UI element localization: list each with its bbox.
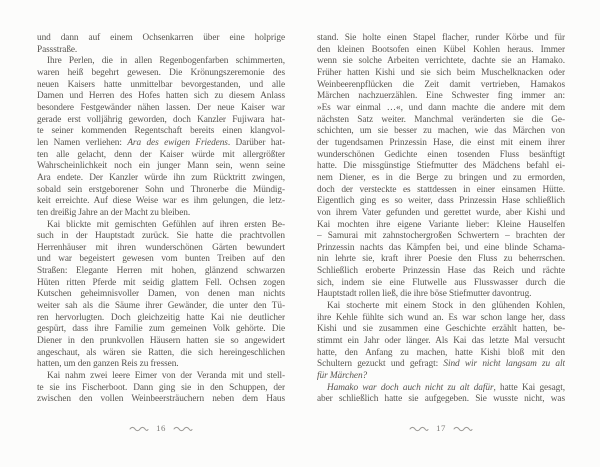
text-line [317,185,565,197]
text-segment: und dann auf einem Ochsenkarren über eine holprige [37,33,285,43]
text-line [37,266,285,278]
text-line [37,289,285,301]
page-left-footer [37,421,285,435]
text-segment: such in der Hauptstadt zurück. Sie hatte die prachtvollen [37,231,285,242]
text-line [317,266,565,278]
text-line [317,289,565,301]
text-line [317,138,565,150]
text-line [37,103,285,115]
text-line [37,254,285,266]
text-line [317,173,565,185]
text-line [37,383,285,395]
text-segment: wenn sie solche Arbeiten verrichtete, dachte sie an Hamako. [317,56,565,67]
text-line [37,161,285,173]
text-segment: Kutschen geheimnisvoller Damen, von denen man nichts [37,289,285,300]
text-segment: Weinbeerenpflücken die Zeit damit vertrieben, Hamakos [317,79,565,90]
text-line [317,324,565,336]
text-segment: Kai stocherte mit einem Stock in den glühenden Kohlen, [327,301,565,312]
page-number: 17 [436,423,446,433]
text-segment: ten alle gelacht, denn der Kaiser würde mit allergrößter [37,149,285,160]
text-segment: stand. Sie holte einen Stapel flacher, runder Körbe und für [317,33,565,43]
text-line [317,278,565,290]
text-line [317,359,565,371]
text-segment: te sie ins Fischerboot. Dann ging sie in den Schuppen, der [37,382,285,393]
text-line [317,220,565,232]
text-segment: den kleinen Bootsofen einen Kübel Kohlen heraus. Immer [317,44,565,55]
text-segment: hatten, um den ganzen Reis zu fressen. [37,359,179,370]
text-line [37,126,285,138]
text-line [317,68,565,80]
text-segment: . Darüber hat- [227,137,285,148]
text-segment: hatte. Die missgünstige Stiefmutter des Mädchens befahl ei- [317,161,565,172]
text-line [317,348,565,360]
text-line [37,348,285,360]
text-line [317,161,565,173]
wave-ornament-icon [453,425,473,432]
text-line [37,208,285,220]
text-segment: und war begeistert gewesen vom bunten Treiben auf den [37,254,285,265]
text-segment: gerade erst volljährig geworden, doch Kanzler Fujiwara hat- [37,114,285,125]
text-line [37,33,285,45]
text-segment: te seiner kommenden Regentschaft bereits einen klangvol- [37,126,285,137]
text-line [317,115,565,127]
text-line [317,394,565,406]
text-line [37,115,285,127]
text-line [317,254,565,266]
text-segment: Prinzessin nachts das Kämpfen bei, und eine blinde Schama- [317,242,565,253]
text-segment: Passstraße. [37,44,78,55]
text-segment: Kai mochten ihre eigene Variante lieber: Kleine Hauselfen [317,219,565,230]
text-segment: besondere Festgewänder nähen lassen. Der neue Kaiser war [37,102,285,113]
text-segment-italic: für Märchen? [317,371,368,382]
text-line [37,336,285,348]
text-segment: schichten, um sie besser zu machen, wie das Märchen von [317,126,565,137]
text-segment: nin lehrte sie, kraft ihrer Poesie den Fluss zu beherrschen. [317,254,565,265]
text-segment: gespürt, dass ihre Familie zum gemeinen Volk gehörte. Die [37,324,285,335]
text-segment: ihre Kehle fühlte sich wund an. Es war schon lange her, dass [317,312,565,323]
text-line [37,68,285,80]
text-segment: nächsten Satz weiter. Manchmal veränderten sie die Ge- [317,114,565,125]
text-segment: stimmt ein Jahr oder länger. Als Kai das letzte Mal versucht [317,336,565,347]
text-segment: von ihrem Vater gefunden und gerettet wurde, aber Kishi und [317,207,565,218]
text-segment: Herrenhäuser mit ihren wunderschönen Gärten bewundert [37,242,285,253]
text-segment: waren heiß begehrt gewesen. Die Krönungszeremonie des [37,67,285,78]
text-segment: Hauptstadt rollen ließ, die ihre böse Stiefmutter davontrug. [317,289,532,300]
text-line [317,103,565,115]
text-line [37,45,285,57]
text-line [317,33,565,45]
text-segment: Kai blickte mit gemischten Gefühlen auf ihren ersten Be- [47,219,285,230]
text-segment: zwischen den vollen Weinbeersträuchern neben dem Haus [37,394,285,405]
text-line [37,138,285,150]
text-line [37,301,285,313]
text-segment: Straßen: Elegante Herren mit hohen, glänzend schwarzen [37,266,285,277]
text-line [37,324,285,336]
text-segment: sich, indem sie eine Flutwelle aus Flusswasser durch die [317,277,565,288]
text-line [37,243,285,255]
text-line [37,278,285,290]
text-segment: aber schließlich hatte sie aufgegeben. Sie wusste nicht, was [317,394,565,405]
text-line [317,80,565,92]
text-line [37,150,285,162]
text-segment: doch der versteckte es stattdessen in einer einsamen Hütte. [317,184,565,195]
text-line [317,208,565,220]
text-line [37,359,285,371]
text-segment: Eigentlich ging es so weiter, dass Prinzessin Hase schließlich [317,196,565,207]
page-left [37,0,285,467]
page-right [317,0,565,467]
text-segment: der tugendsamen Prinzessin Hase, die einst mit einem ihrer [317,137,565,148]
text-segment-italic: Sind wir nicht langsam zu alt [443,359,565,370]
text-line [317,371,565,383]
text-segment: – Samurai mit zahnstochergroßen Schwertern – brachten der [317,231,565,242]
text-line [37,173,285,185]
text-line [37,196,285,208]
text-segment: Schultern gezuckt und gefragt: [317,359,444,370]
text-segment: weiter sah als die Säume ihrer Gewänder, die unter den Tü- [37,301,285,312]
text-line [317,126,565,138]
text-segment: neuen Kaisers hatte unmittelbar bevorgestanden, und alle [37,79,285,90]
text-line [37,313,285,325]
text-line [317,196,565,208]
text-segment: Damen und Herren des Hofes hatten sich zu diesem Anlass [37,91,285,102]
text-segment: Diener in den prunkvollen Häusern hatten sie so angewidert [37,336,285,347]
text-line [37,371,285,383]
text-segment: Schließlich eroberte Prinzessin Hase das Reich und rächte [317,266,565,277]
text-line [317,383,565,395]
text-segment: wunderschönen Gedichte einen tosenden Fluss besänftigt [317,149,565,160]
text-segment: Wahrscheinlichkeit noch ein junger Mann sein, wenn seine [37,161,285,172]
wave-ornament-icon [129,425,149,432]
text-line [37,185,285,197]
text-segment: Ihre Perlen, die in allen Regenbogenfarben schimmerten, [47,56,285,67]
text-line [317,150,565,162]
page-number: 16 [156,423,166,433]
text-line [317,336,565,348]
wave-ornament-icon [409,425,429,432]
text-segment: Kai nahm zwei leere Eimer von der Veranda mit und stell- [47,371,285,382]
wave-ornament-icon [173,425,193,432]
text-segment: len Namen verliehen: [37,137,128,148]
text-segment: hatte, den Anfang zu machen, hatte Kishi bloß mit den [317,347,565,358]
text-segment: Früher hatten Kishi und sie sich beim Muschelknacken oder [317,67,565,78]
text-line [317,91,565,103]
page-right-text [317,33,565,406]
text-line [37,394,285,406]
text-segment: ten dreißig Jahre an der Macht zu bleiben. [37,207,191,218]
text-line [37,56,285,68]
text-segment: ren hervorlugten. Doch gleichzeitig hatte Kai nie deutlicher [37,312,285,323]
text-segment-italic: Ära des ewigen Friedens [127,137,228,148]
text-line [317,243,565,255]
text-segment: Ära endete. Der Kanzler würde ihn zum Rücktritt zwingen, [37,172,285,183]
text-segment: , hatte Kai gesagt, [493,382,565,393]
text-segment: sobald sein erstgeborener Sohn und Thronerbe die Mündig- [37,184,285,195]
text-line [317,45,565,57]
text-segment: angeschaut, als wären sie Ratten, die sich hereingeschlichen [37,347,285,358]
text-segment: keit erreichte. Auf diese Weise war es ihm gelungen, die letz- [37,196,285,207]
page-right-footer [317,421,565,435]
text-segment: Kishi und sie zusammen eine Geschichte erzählt hatten, be- [317,324,565,335]
text-segment: Märchen nachzuerzählen. Eine Schwester fing immer an: [317,91,565,102]
text-line [317,301,565,313]
text-segment: »Es war einmal …«, und dann machte die andere mit dem [317,102,565,113]
text-line [37,80,285,92]
text-line [317,231,565,243]
text-line [37,231,285,243]
text-line [37,91,285,103]
text-line [317,313,565,325]
text-line [317,56,565,68]
text-segment: nem Diener, es in die Berge zu bringen und zu ermorden, [317,172,565,183]
text-segment: Hüten ritten Pferde mit seidig glattem Fell. Ochsen zogen [37,277,285,288]
text-segment-italic: Hamako war doch auch nicht zu alt dafür [327,382,494,393]
page-left-text [37,33,285,406]
text-line [37,220,285,232]
